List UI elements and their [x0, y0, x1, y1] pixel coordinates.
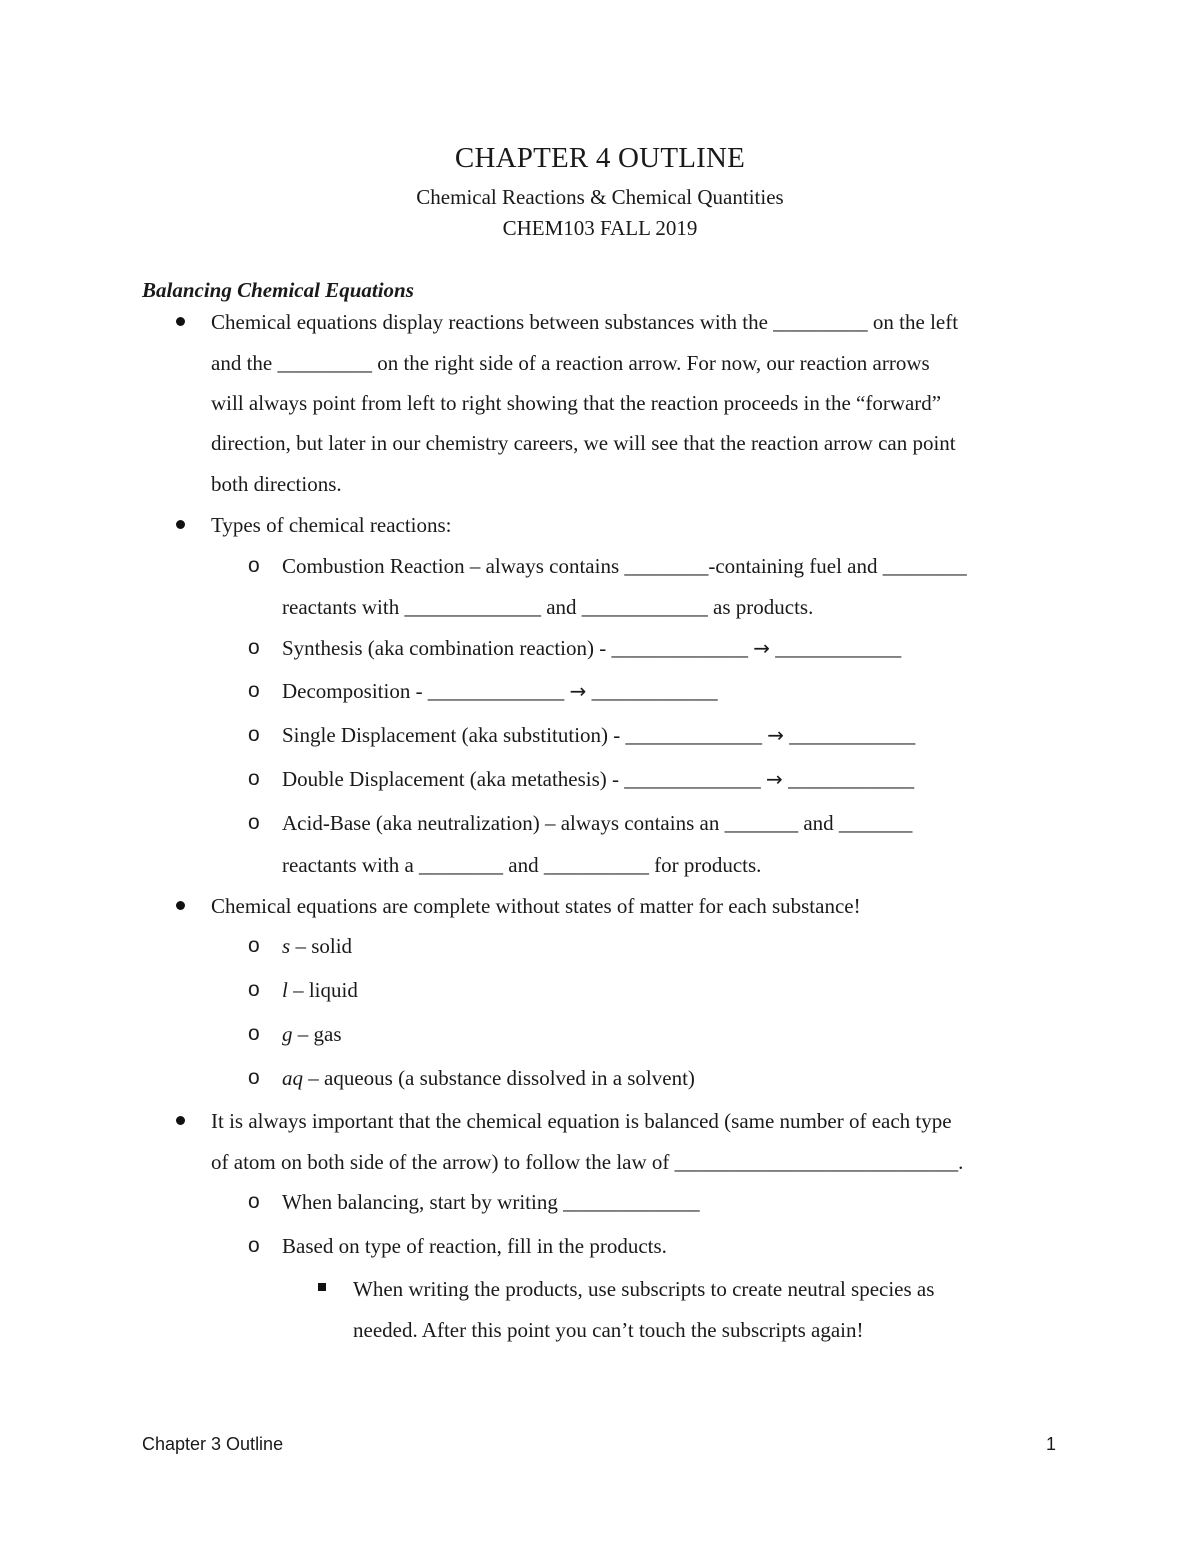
body-line: Based on type of reaction, fill in the products.	[282, 1234, 667, 1258]
page-title: CHAPTER 4 OUTLINE	[454, 142, 746, 174]
state-liquid	[282, 977, 358, 1003]
body-line: When writing the products, use subscripts to create neutral species as	[353, 1277, 935, 1301]
open-bullet: o	[248, 723, 260, 746]
reaction-type-synthesis	[282, 635, 901, 661]
reaction-right: ____________	[586, 679, 718, 703]
reaction-right: ____________	[784, 723, 916, 747]
open-bullet: o	[248, 554, 260, 577]
state-description: – aqueous (a substance dissolved in a solvent)	[303, 1066, 695, 1090]
reaction-left: Decomposition - _____________	[282, 679, 570, 703]
open-bullet: o	[248, 767, 260, 790]
reaction-type-double-displacement	[282, 766, 914, 792]
page-subtitle: Chemical Reactions & Chemical Quantities	[416, 185, 784, 209]
body-line: will always point from left to right showing that the reaction proceeds in the “forward”	[211, 391, 942, 415]
open-bullet: o	[248, 1234, 260, 1257]
bullet-dot	[176, 520, 185, 529]
arrow-icon: →	[766, 767, 783, 791]
arrow-icon: →	[569, 679, 587, 703]
reaction-right: ____________	[782, 767, 915, 791]
open-bullet: o	[248, 636, 260, 659]
body-line: both directions.	[211, 472, 342, 496]
open-bullet: o	[248, 978, 260, 1001]
state-symbol: s	[282, 934, 291, 958]
course-label: CHEM103 FALL 2019	[502, 216, 698, 240]
open-bullet: o	[248, 1190, 260, 1213]
open-bullet: o	[248, 679, 260, 702]
body-line: Types of chemical reactions:	[211, 513, 452, 537]
body-line: Chemical equations are complete without states of matter for each substance!	[211, 894, 861, 918]
body-line: of atom on both side of the arrow) to follow the law of ___________________________.	[211, 1150, 964, 1174]
body-line: and the _________ on the right side of a reaction arrow. For now, our reaction arrows	[211, 351, 930, 375]
state-symbol: l	[282, 978, 288, 1002]
state-solid	[282, 933, 352, 959]
reaction-left: Synthesis (aka combination reaction) - _____________	[282, 636, 754, 660]
open-bullet: o	[248, 1022, 260, 1045]
reaction-type-combustion: Combustion Reaction – always contains ________-containing fuel and ________	[282, 554, 967, 578]
arrow-icon: →	[753, 636, 771, 660]
body-line: needed. After this point you can’t touch the subscripts again!	[353, 1318, 864, 1342]
footer-label: Chapter 3 Outline	[142, 1434, 284, 1454]
state-description: – liquid	[287, 978, 358, 1002]
reaction-type-decomposition	[282, 678, 718, 704]
open-bullet: o	[248, 811, 260, 834]
body-line: direction, but later in our chemistry careers, we will see that the reaction arrow can point	[211, 431, 956, 455]
state-aqueous	[282, 1065, 695, 1091]
body-line: Chemical equations display reactions between substances with the _________ on the left	[211, 310, 959, 334]
state-description: – solid	[290, 934, 353, 958]
open-bullet: o	[248, 934, 260, 957]
bullet-dot	[176, 317, 185, 326]
state-gas	[282, 1021, 342, 1047]
reaction-left: Single Displacement (aka substitution) - _____________	[282, 723, 768, 747]
body-line: reactants with a ________ and __________ for products.	[282, 853, 762, 877]
section-heading: Balancing Chemical Equations	[142, 278, 414, 302]
reaction-type-acid-base: Acid-Base (aka neutralization) – always contains an _______ and _______	[282, 811, 913, 835]
bullet-dot	[176, 1116, 185, 1125]
body-line: reactants with _____________ and ____________ as products.	[282, 595, 814, 619]
square-bullet	[318, 1283, 326, 1291]
bullet-dot	[176, 901, 185, 910]
reaction-type-single-displacement	[282, 722, 915, 748]
state-description: – gas	[292, 1022, 342, 1046]
body-line: When balancing, start by writing _____________	[282, 1190, 700, 1214]
open-bullet: o	[248, 1066, 260, 1089]
reaction-left: Double Displacement (aka metathesis) - _____________	[282, 767, 767, 791]
state-symbol: g	[282, 1022, 293, 1046]
state-symbol: aq	[282, 1066, 303, 1090]
arrow-icon: →	[767, 723, 785, 747]
reaction-right: ____________	[770, 636, 902, 660]
page-number: 1	[1046, 1434, 1057, 1454]
body-line: It is always important that the chemical equation is balanced (same number of each type	[211, 1109, 952, 1133]
